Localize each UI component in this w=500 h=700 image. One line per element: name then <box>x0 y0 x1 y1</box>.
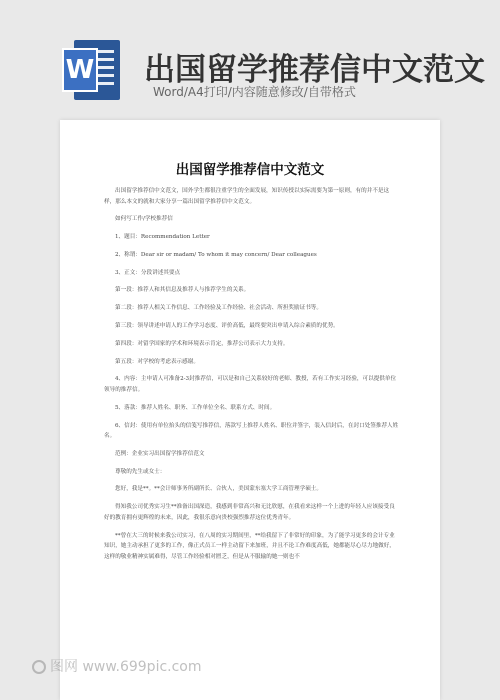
watermark-text: 图网 www.699pic.com <box>50 659 202 675</box>
paragraph-heading: 如何写工作/学校推荐信 <box>115 216 173 223</box>
paragraph-letter-2: 得知我公司优秀实习生**准备出国深造，我感到非常高兴和无比欣慰，在我看来这样一个上进的年轻人应该接受良好的教育拥有更辉煌的未来，因此，我很乐意向贵校强烈推荐这位优秀青年。 <box>104 504 395 521</box>
paragraph-section-3: 第三段：领导讲述申请人的工作学习态度、评价高低，最终要突出申请入综合素质的优势。 <box>115 323 339 330</box>
document-body <box>104 186 400 569</box>
word-icon <box>62 40 120 100</box>
paragraph-section-1: 第一段：推荐人和其信息及推荐人与推荐学生的关系。 <box>115 287 250 294</box>
document-page <box>60 120 440 700</box>
paragraph-item-3: 3、正文：分段讲述其要点 <box>115 269 181 276</box>
paragraph-section-4: 第四段：对留学国家的学术和环境表示肯定，推荐公司表示大力支持。 <box>115 340 289 347</box>
paragraph-salutation: 尊敬的先生或女士： <box>115 468 166 475</box>
paragraph-item-4: 4、内容：主申请人可准备2-3封推荐信，可以是和自己关系较好的老师、教授，若有工作实习经验，可以提供单位领导的推荐信。 <box>104 376 397 393</box>
page-title: 出国留学推荐信中文范文 <box>144 52 485 88</box>
paragraph-example-heading: 范例：企业实习出国留学推荐信范文 <box>115 450 205 457</box>
paragraph-item-2: 2、称谓：Dear sir or madam/ To whom it may concern/ Dear colleagues <box>115 251 317 258</box>
paragraph-letter-3: **曾在大三的时候来我公司实习，在八周的实习期间里，**给我留下了非常好的印象，为了能学习更多的会计专业知识，她主动承担了更多的工作，像正式员工一样主动留下来加班，并且不论工作难度高低，她都能尽心尽力地做好，这样的敬业精神实属难得，尽管工作经验相对匮乏，但是从不服输的她一则也不 <box>104 532 395 560</box>
paragraph-letter-1: 您好，我是**。**会计师事务所副所长、合伙人，美国蒙东塞大学工商管理学硕士。 <box>115 486 322 493</box>
word-icon-letter: W <box>62 48 98 92</box>
paragraph-item-1: 1、题目：Recommendation Letter <box>115 234 210 241</box>
paragraph-item-5: 5、落款：推荐人姓名、职务、工作单位全名、联系方式、时间。 <box>115 404 276 411</box>
paragraph-section-5: 第五段：对学校的考虑表示感谢。 <box>115 358 199 365</box>
paragraph-item-6: 6、信封：使用有单位抬头的信笺写推荐信，落款写上推荐人姓名、职位并签字，装入信封后，在封口处签推荐人姓名。 <box>104 422 399 440</box>
paragraph-section-2: 第二段：推荐人相关工作信息、工作经验及工作经验、社会活动、所担奖励证书等。 <box>115 305 322 312</box>
watermark-logo-icon <box>32 660 46 674</box>
document-title: 出国留学推荐信中文范文 <box>175 162 325 178</box>
page-subtitle: Word/A4打印/内容随意修改/自带格式 <box>153 85 356 99</box>
paragraph-intro: 出国留学推荐信中文范文，国外学生都很注重学生的全面发展，知识传授以实际需要为第一原则，有的并不是这样，那么本文的就和大家分享一篇出国留学推荐信中文范文。 <box>104 188 390 205</box>
header-banner <box>0 0 500 108</box>
